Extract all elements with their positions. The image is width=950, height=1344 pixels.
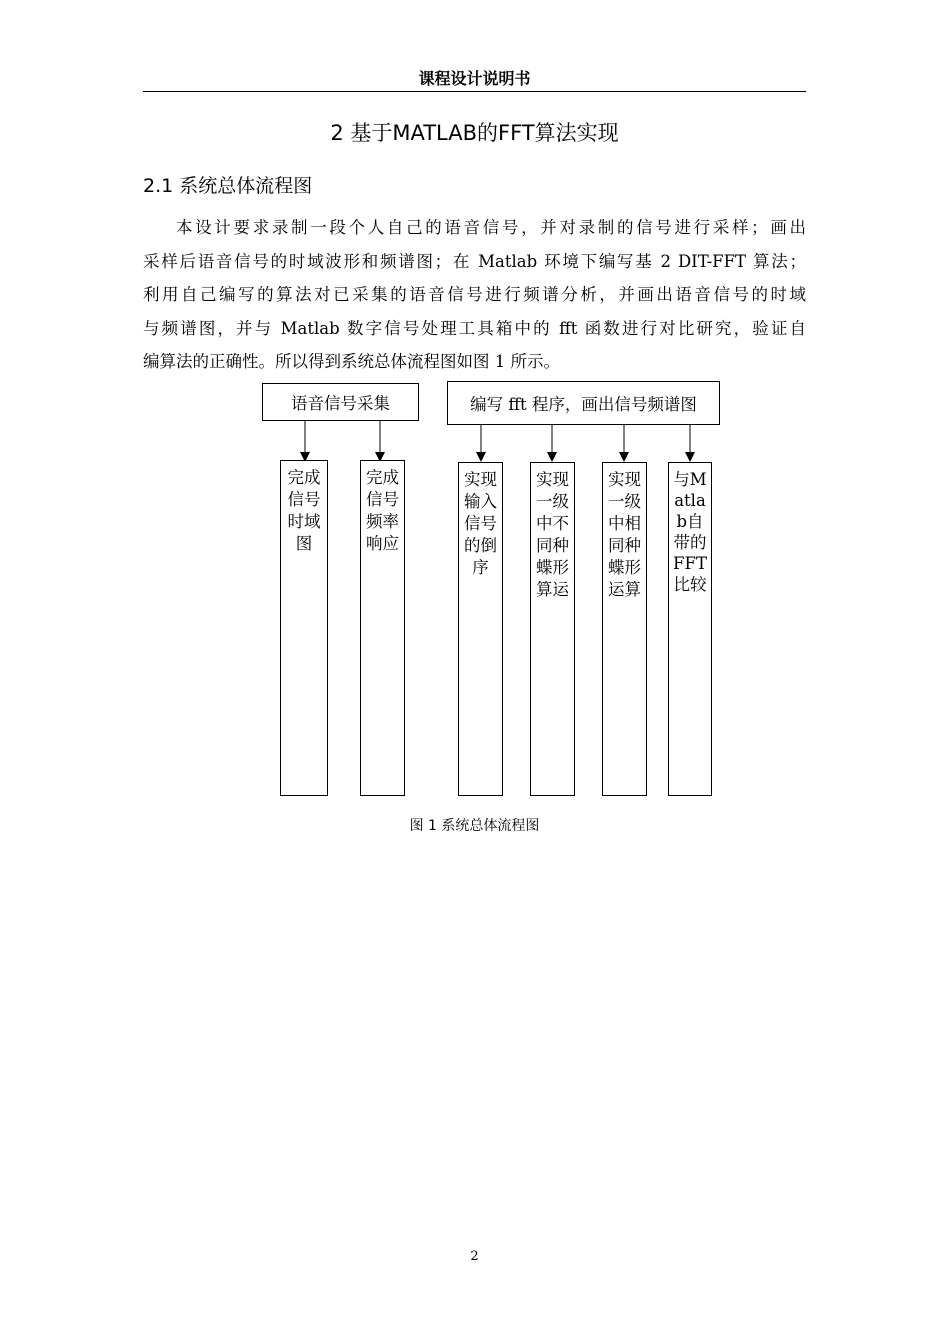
flow-box-same-butterfly: [602, 462, 647, 796]
flow-box-label: 完成信号频率响应: [366, 468, 399, 553]
body-line: 与频谱图，并与 Matlab 数字信号处理工具箱中的 fft 函数进行对比研究，验证自: [143, 318, 806, 338]
flow-box-label: 实现一级中相同种蝶形运算: [608, 470, 641, 599]
figure-caption: 图 1 系统总体流程图: [409, 818, 540, 834]
flow-box-voice-capture: 语音信号采集: [262, 383, 419, 421]
chapter-title: 2 基于MATLAB的FFT算法实现: [330, 121, 619, 145]
document-header: 课程设计说明书: [418, 69, 531, 88]
flow-box-different-butterfly: [530, 462, 575, 796]
flow-box-bit-reversal: [458, 462, 503, 796]
flow-box-time-domain: [280, 460, 328, 796]
flow-box-fft-program: 编写 fft 程序，画出信号频谱图: [447, 381, 720, 425]
flow-box-matlab-compare: [668, 462, 712, 796]
body-line: 利用自己编写的算法对已采集的语音信号进行频谱分析，并画出语音信号的时域: [143, 285, 806, 304]
body-line: 采样后语音信号的时域波形和频谱图；在 Matlab 环境下编写基 2 DIT-FFT 算法；: [143, 251, 806, 271]
page-number: 2: [470, 1249, 479, 1264]
flow-box-label: 完成信号时域图: [287, 468, 321, 553]
section-title: 2.1 系统总体流程图: [143, 175, 313, 197]
flow-box-label: 实现输入信号的倒序: [464, 470, 497, 577]
flow-box-label: 实现一级中不同种蝶形算运: [536, 470, 569, 599]
body-line: 本设计要求录制一段个人自己的语音信号，并对录制的信号进行采样；画出: [176, 218, 806, 237]
flow-box-frequency-response: [360, 460, 405, 796]
body-line: 编算法的正确性。所以得到系统总体流程图如图 1 所示。: [143, 352, 560, 371]
flow-box-label: 与Matlab自带的FFT比较: [673, 470, 707, 594]
